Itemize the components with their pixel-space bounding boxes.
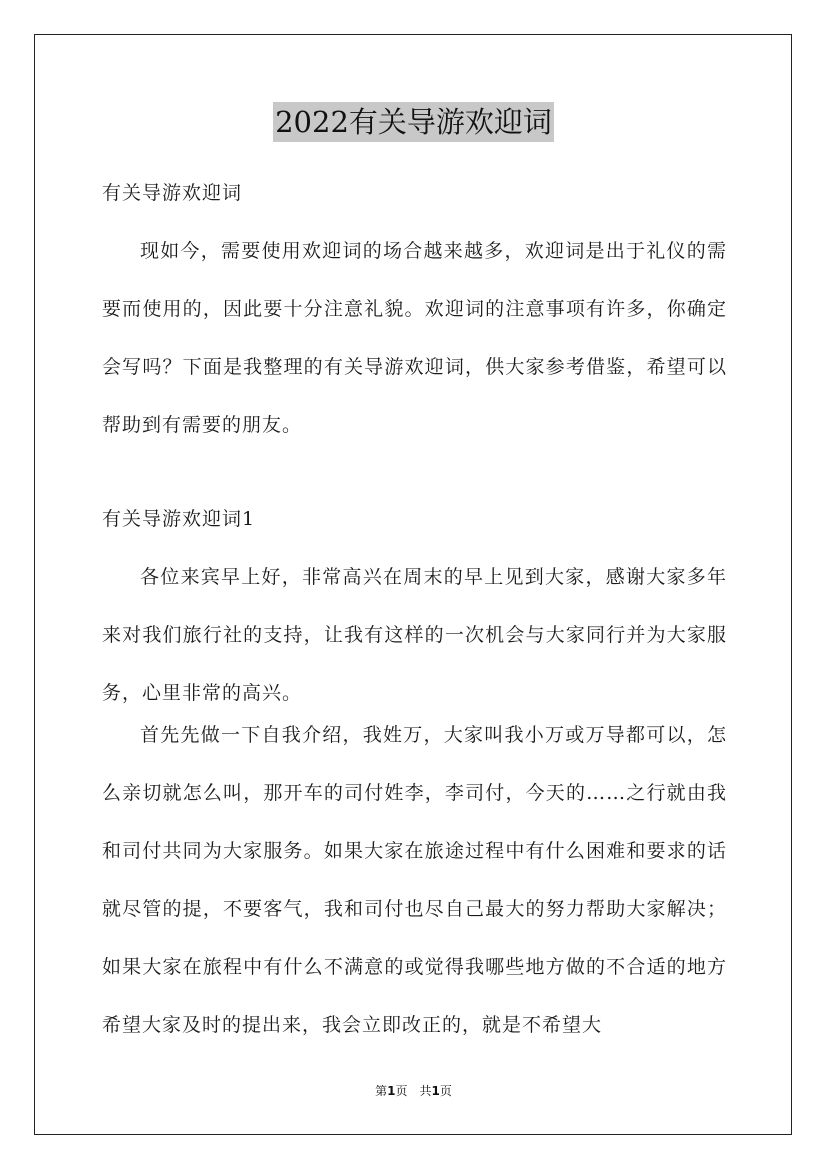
title-container — [0, 102, 827, 142]
section1-heading: 有关导游欢迎词1 — [102, 508, 256, 530]
section1-paragraph1: 各位来宾早上好，非常高兴在周末的早上见到大家，感谢大家多年来对我们旅行社的支持，让我有这样的一次机会与大家同行并为大家服务，心里非常的高兴。 — [102, 566, 727, 704]
footer-total-suffix: 页 — [439, 1084, 452, 1098]
intro-heading-block — [102, 164, 727, 222]
footer-total-prefix: 共 — [419, 1084, 432, 1098]
page-footer — [0, 1083, 827, 1099]
section1-paragraph2: 首先先做一下自我介绍，我姓万，大家叫我小万或万导都可以，怎么亲切就怎么叫，那开车的司付姓李，李司付，今天的……之行就由我和司付共同为大家服务。如果大家在旅途过程中有什么困难和要求的话就尽管的提，不要客气，我和司付也尽自己最大的努力帮助大家解决；如果大家在旅程中有什么不满意的或觉得我哪些地方做的不合适的地方希望大家及时的提出来，我会立即改正的，就是不希望大 — [102, 724, 727, 1036]
footer-page-total: 1 — [431, 1084, 440, 1098]
section1-paragraph1-block — [102, 548, 727, 722]
footer-page-suffix: 页 — [395, 1084, 408, 1098]
intro-paragraph: 现如今，需要使用欢迎词的场合越来越多，欢迎词是出于礼仪的需要而使用的，因此要十分注意礼貌。欢迎词的注意事项有许多，你确定会写吗？下面是我整理的有关导游欢迎词，供大家参考借鉴，希望可以帮助到有需要的朋友。 — [102, 240, 727, 436]
intro-paragraph-block — [102, 222, 727, 454]
section1-heading-block — [102, 490, 727, 548]
footer-page-prefix: 第 — [375, 1084, 388, 1098]
document-title: 2022有关导游欢迎词 — [273, 102, 554, 142]
section1-paragraph2-block — [102, 706, 727, 1054]
footer-page-current: 1 — [387, 1084, 396, 1098]
intro-heading: 有关导游欢迎词 — [102, 182, 243, 204]
